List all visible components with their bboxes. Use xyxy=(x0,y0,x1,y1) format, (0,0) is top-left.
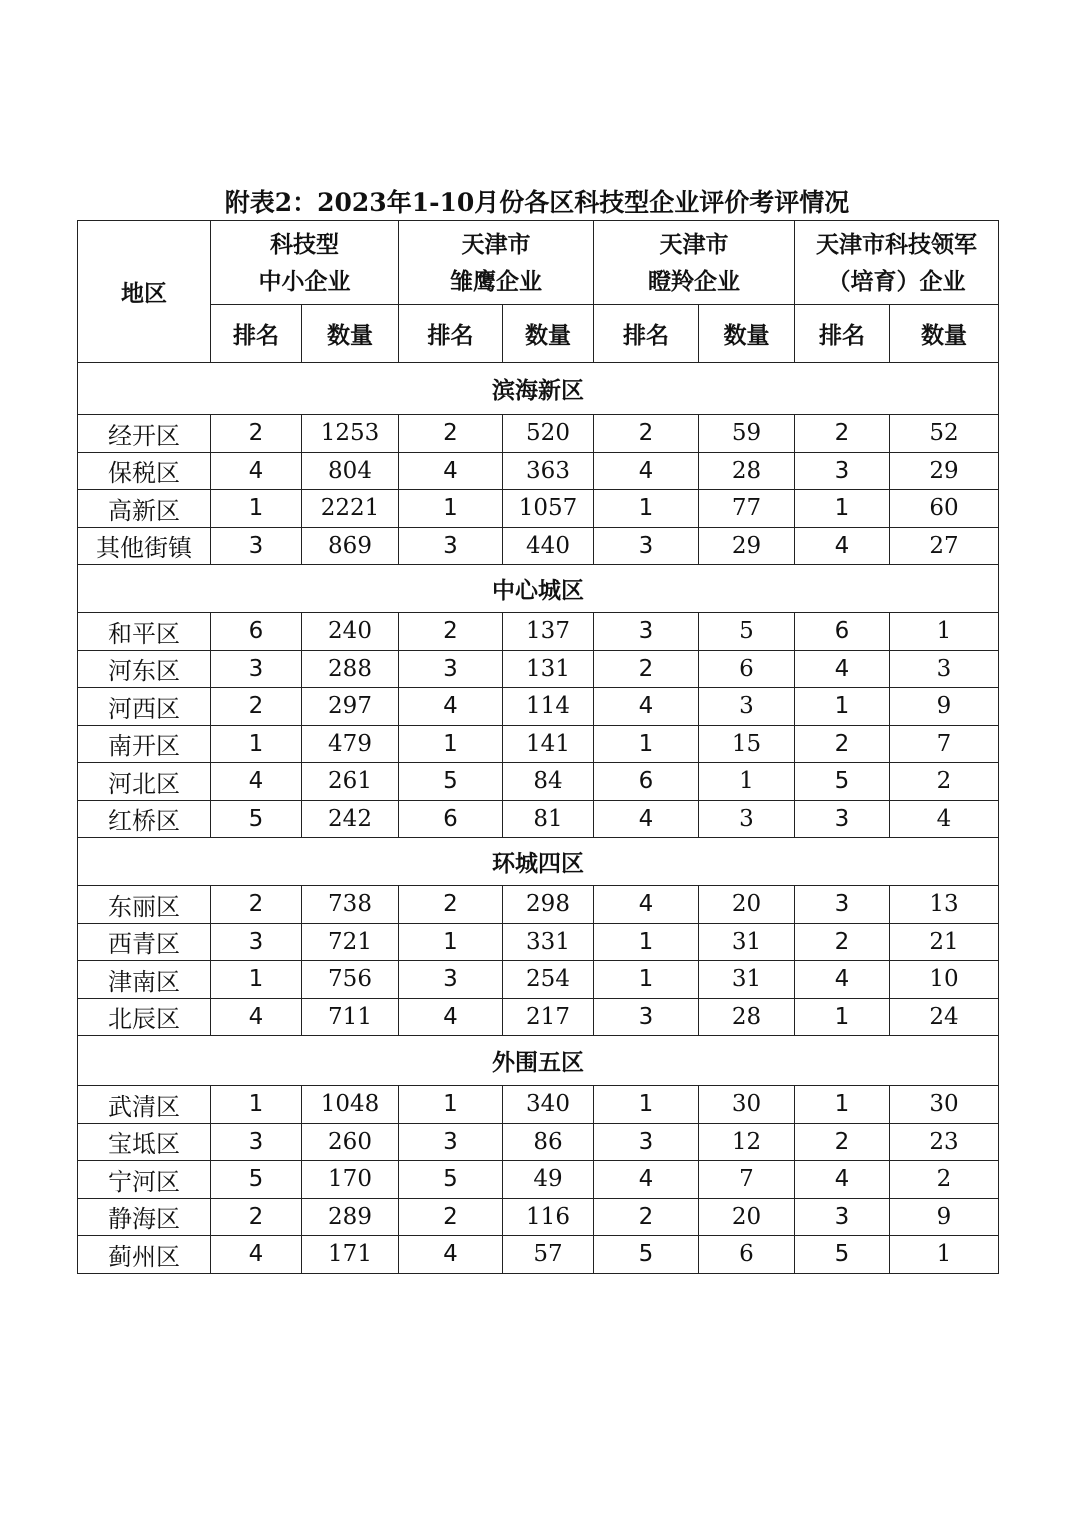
rank-cell: 4 xyxy=(211,763,302,801)
count-cell: 254 xyxy=(503,961,594,999)
count-cell: 1057 xyxy=(503,490,594,528)
rank-cell: 2 xyxy=(399,613,503,651)
count-cell: 242 xyxy=(302,800,399,838)
rank-cell: 1 xyxy=(211,1086,302,1124)
group-header-line: 中小企业 xyxy=(258,267,351,295)
rank-cell: 1 xyxy=(211,961,302,999)
rank-cell: 5 xyxy=(399,1161,503,1199)
table-row xyxy=(78,886,999,924)
count-cell: 440 xyxy=(503,527,594,565)
rank-cell: 3 xyxy=(399,961,503,999)
count-cell: 7 xyxy=(699,1161,795,1199)
region-cell: 河西区 xyxy=(78,688,211,726)
rank-cell: 5 xyxy=(399,763,503,801)
count-cell: 479 xyxy=(302,725,399,763)
group-header-gazelle xyxy=(594,221,795,305)
count-cell: 289 xyxy=(302,1198,399,1236)
count-cell: 170 xyxy=(302,1161,399,1199)
count-cell: 711 xyxy=(302,998,399,1036)
rank-cell: 1 xyxy=(795,998,890,1036)
count-cell: 297 xyxy=(302,688,399,726)
rank-cell: 4 xyxy=(399,998,503,1036)
count-cell: 10 xyxy=(890,961,999,999)
rank-cell: 4 xyxy=(795,961,890,999)
rank-cell: 3 xyxy=(795,1198,890,1236)
rank-cell: 4 xyxy=(399,688,503,726)
count-cell: 3 xyxy=(699,800,795,838)
count-cell: 520 xyxy=(503,415,594,453)
table-row xyxy=(78,725,999,763)
count-cell: 288 xyxy=(302,650,399,688)
rank-cell: 2 xyxy=(399,886,503,924)
rank-cell: 1 xyxy=(594,1086,699,1124)
count-cell: 60 xyxy=(890,490,999,528)
rank-header: 排名 xyxy=(211,305,302,363)
count-cell: 29 xyxy=(699,527,795,565)
page-title: 附表2：2023年1-10月份各区科技型企业评价考评情况 xyxy=(224,188,850,217)
rank-cell: 1 xyxy=(795,490,890,528)
rank-cell: 2 xyxy=(594,1198,699,1236)
rank-cell: 1 xyxy=(594,725,699,763)
table-row xyxy=(78,452,999,490)
count-cell: 13 xyxy=(890,886,999,924)
section-title: 中心城区 xyxy=(78,565,999,613)
rank-cell: 4 xyxy=(594,1161,699,1199)
group-header-line: 天津市 xyxy=(461,230,531,258)
count-cell: 29 xyxy=(890,452,999,490)
section-row xyxy=(78,565,999,613)
count-cell: 9 xyxy=(890,1198,999,1236)
count-cell: 28 xyxy=(699,998,795,1036)
group-header-sme xyxy=(211,221,399,305)
count-header: 数量 xyxy=(503,305,594,363)
rank-cell: 4 xyxy=(399,1236,503,1274)
rank-cell: 3 xyxy=(795,800,890,838)
rank-cell: 2 xyxy=(211,688,302,726)
rank-cell: 3 xyxy=(211,650,302,688)
rank-cell: 5 xyxy=(795,763,890,801)
count-cell: 331 xyxy=(503,923,594,961)
region-cell: 宝坻区 xyxy=(78,1123,211,1161)
rank-cell: 3 xyxy=(594,998,699,1036)
count-cell: 804 xyxy=(302,452,399,490)
section-title: 滨海新区 xyxy=(78,363,999,415)
section-title: 环城四区 xyxy=(78,838,999,886)
count-cell: 6 xyxy=(699,1236,795,1274)
rank-cell: 3 xyxy=(594,1123,699,1161)
rank-cell: 4 xyxy=(795,1161,890,1199)
count-cell: 1 xyxy=(699,763,795,801)
rank-cell: 1 xyxy=(594,961,699,999)
rank-cell: 3 xyxy=(795,886,890,924)
region-cell: 北辰区 xyxy=(78,998,211,1036)
count-cell: 131 xyxy=(503,650,594,688)
table-row xyxy=(78,1161,999,1199)
count-cell: 4 xyxy=(890,800,999,838)
count-cell: 12 xyxy=(699,1123,795,1161)
section-row xyxy=(78,1036,999,1086)
group-header-line: （培育）企业 xyxy=(827,267,966,295)
rank-cell: 4 xyxy=(594,800,699,838)
group-header-line: 天津市 xyxy=(659,230,729,258)
count-header: 数量 xyxy=(302,305,399,363)
count-header: 数量 xyxy=(890,305,999,363)
rank-cell: 6 xyxy=(594,763,699,801)
rank-cell: 1 xyxy=(399,1086,503,1124)
count-cell: 5 xyxy=(699,613,795,651)
rank-cell: 4 xyxy=(594,688,699,726)
count-cell: 30 xyxy=(890,1086,999,1124)
rank-cell: 3 xyxy=(211,527,302,565)
count-cell: 27 xyxy=(890,527,999,565)
rank-cell: 4 xyxy=(211,452,302,490)
rank-cell: 4 xyxy=(594,886,699,924)
count-cell: 2 xyxy=(890,763,999,801)
region-cell: 河北区 xyxy=(78,763,211,801)
rank-cell: 3 xyxy=(211,1123,302,1161)
count-cell: 84 xyxy=(503,763,594,801)
region-cell: 东丽区 xyxy=(78,886,211,924)
table-row xyxy=(78,1236,999,1274)
rank-header: 排名 xyxy=(594,305,699,363)
rank-cell: 5 xyxy=(594,1236,699,1274)
count-cell: 1 xyxy=(890,613,999,651)
group-header-leader xyxy=(795,221,999,305)
rank-cell: 2 xyxy=(594,415,699,453)
count-cell: 3 xyxy=(890,650,999,688)
count-cell: 261 xyxy=(302,763,399,801)
count-cell: 2221 xyxy=(302,490,399,528)
rank-cell: 2 xyxy=(795,923,890,961)
count-cell: 869 xyxy=(302,527,399,565)
rank-cell: 1 xyxy=(795,688,890,726)
count-cell: 59 xyxy=(699,415,795,453)
table-row xyxy=(78,1198,999,1236)
count-cell: 217 xyxy=(503,998,594,1036)
count-cell: 31 xyxy=(699,923,795,961)
table-row xyxy=(78,961,999,999)
count-cell: 57 xyxy=(503,1236,594,1274)
count-cell: 1048 xyxy=(302,1086,399,1124)
count-cell: 137 xyxy=(503,613,594,651)
section-title: 外围五区 xyxy=(78,1036,999,1086)
count-cell: 21 xyxy=(890,923,999,961)
table-row xyxy=(78,763,999,801)
count-cell: 24 xyxy=(890,998,999,1036)
rank-cell: 4 xyxy=(399,452,503,490)
rank-cell: 6 xyxy=(795,613,890,651)
rank-cell: 3 xyxy=(795,452,890,490)
rank-cell: 1 xyxy=(594,490,699,528)
count-header: 数量 xyxy=(699,305,795,363)
rank-cell: 2 xyxy=(211,1198,302,1236)
rank-cell: 1 xyxy=(399,725,503,763)
count-cell: 3 xyxy=(699,688,795,726)
rank-cell: 5 xyxy=(795,1236,890,1274)
count-cell: 240 xyxy=(302,613,399,651)
count-cell: 721 xyxy=(302,923,399,961)
count-cell: 363 xyxy=(503,452,594,490)
region-cell: 河东区 xyxy=(78,650,211,688)
rank-cell: 5 xyxy=(211,800,302,838)
rank-cell: 2 xyxy=(211,415,302,453)
header-row-subcolumns xyxy=(78,305,999,363)
rank-cell: 3 xyxy=(399,527,503,565)
rank-cell: 1 xyxy=(795,1086,890,1124)
rank-cell: 2 xyxy=(211,886,302,924)
rank-cell: 1 xyxy=(399,490,503,528)
group-header-line: 天津市科技领军 xyxy=(816,230,977,258)
count-cell: 298 xyxy=(503,886,594,924)
rank-cell: 4 xyxy=(795,527,890,565)
table-row xyxy=(78,923,999,961)
count-cell: 20 xyxy=(699,1198,795,1236)
section-row xyxy=(78,363,999,415)
group-header-line: 科技型 xyxy=(270,230,339,258)
table-row xyxy=(78,1086,999,1124)
region-cell: 高新区 xyxy=(78,490,211,528)
rank-cell: 2 xyxy=(795,1123,890,1161)
count-cell: 756 xyxy=(302,961,399,999)
rank-cell: 4 xyxy=(211,998,302,1036)
region-cell: 和平区 xyxy=(78,613,211,651)
count-cell: 23 xyxy=(890,1123,999,1161)
region-cell: 保税区 xyxy=(78,452,211,490)
count-cell: 7 xyxy=(890,725,999,763)
count-cell: 171 xyxy=(302,1236,399,1274)
count-cell: 9 xyxy=(890,688,999,726)
rank-cell: 3 xyxy=(594,613,699,651)
region-cell: 红桥区 xyxy=(78,800,211,838)
rank-cell: 1 xyxy=(594,923,699,961)
count-cell: 260 xyxy=(302,1123,399,1161)
region-cell: 宁河区 xyxy=(78,1161,211,1199)
region-cell: 津南区 xyxy=(78,961,211,999)
rank-cell: 3 xyxy=(399,1123,503,1161)
count-cell: 114 xyxy=(503,688,594,726)
count-cell: 31 xyxy=(699,961,795,999)
table-row xyxy=(78,800,999,838)
count-cell: 340 xyxy=(503,1086,594,1124)
table-row xyxy=(78,688,999,726)
count-cell: 116 xyxy=(503,1198,594,1236)
region-cell: 西青区 xyxy=(78,923,211,961)
rank-cell: 3 xyxy=(399,650,503,688)
rank-cell: 6 xyxy=(211,613,302,651)
count-cell: 141 xyxy=(503,725,594,763)
count-cell: 20 xyxy=(699,886,795,924)
group-header-eaglet xyxy=(399,221,594,305)
group-header-line: 瞪羚企业 xyxy=(648,267,740,295)
rank-cell: 1 xyxy=(211,725,302,763)
group-header-line: 雏鹰企业 xyxy=(450,267,542,295)
count-cell: 49 xyxy=(503,1161,594,1199)
rank-cell: 1 xyxy=(399,923,503,961)
rank-cell: 4 xyxy=(594,452,699,490)
count-cell: 28 xyxy=(699,452,795,490)
rank-cell: 4 xyxy=(795,650,890,688)
rank-cell: 6 xyxy=(399,800,503,838)
rank-cell: 2 xyxy=(399,1198,503,1236)
rank-cell: 5 xyxy=(211,1161,302,1199)
table-row xyxy=(78,613,999,651)
count-cell: 2 xyxy=(890,1161,999,1199)
region-cell: 武清区 xyxy=(78,1086,211,1124)
table-row xyxy=(78,527,999,565)
section-row xyxy=(78,838,999,886)
count-cell: 1 xyxy=(890,1236,999,1274)
evaluation-table xyxy=(77,220,999,1274)
rank-cell: 4 xyxy=(211,1236,302,1274)
table-body xyxy=(78,363,999,1274)
rank-cell: 3 xyxy=(594,527,699,565)
count-cell: 77 xyxy=(699,490,795,528)
count-cell: 15 xyxy=(699,725,795,763)
count-cell: 1253 xyxy=(302,415,399,453)
table-row xyxy=(78,415,999,453)
rank-cell: 2 xyxy=(795,725,890,763)
rank-cell: 1 xyxy=(211,490,302,528)
header-row-groups xyxy=(78,221,999,305)
region-cell: 静海区 xyxy=(78,1198,211,1236)
region-cell: 其他街镇 xyxy=(78,527,211,565)
count-cell: 52 xyxy=(890,415,999,453)
rank-header: 排名 xyxy=(399,305,503,363)
count-cell: 86 xyxy=(503,1123,594,1161)
region-header: 地区 xyxy=(78,221,211,363)
count-cell: 6 xyxy=(699,650,795,688)
count-cell: 30 xyxy=(699,1086,795,1124)
rank-cell: 3 xyxy=(211,923,302,961)
region-cell: 蓟州区 xyxy=(78,1236,211,1274)
table-row xyxy=(78,1123,999,1161)
count-cell: 738 xyxy=(302,886,399,924)
region-cell: 南开区 xyxy=(78,725,211,763)
rank-header: 排名 xyxy=(795,305,890,363)
table-row xyxy=(78,490,999,528)
rank-cell: 2 xyxy=(399,415,503,453)
table-row xyxy=(78,650,999,688)
region-cell: 经开区 xyxy=(78,415,211,453)
count-cell: 81 xyxy=(503,800,594,838)
rank-cell: 2 xyxy=(594,650,699,688)
rank-cell: 2 xyxy=(795,415,890,453)
table-row xyxy=(78,998,999,1036)
